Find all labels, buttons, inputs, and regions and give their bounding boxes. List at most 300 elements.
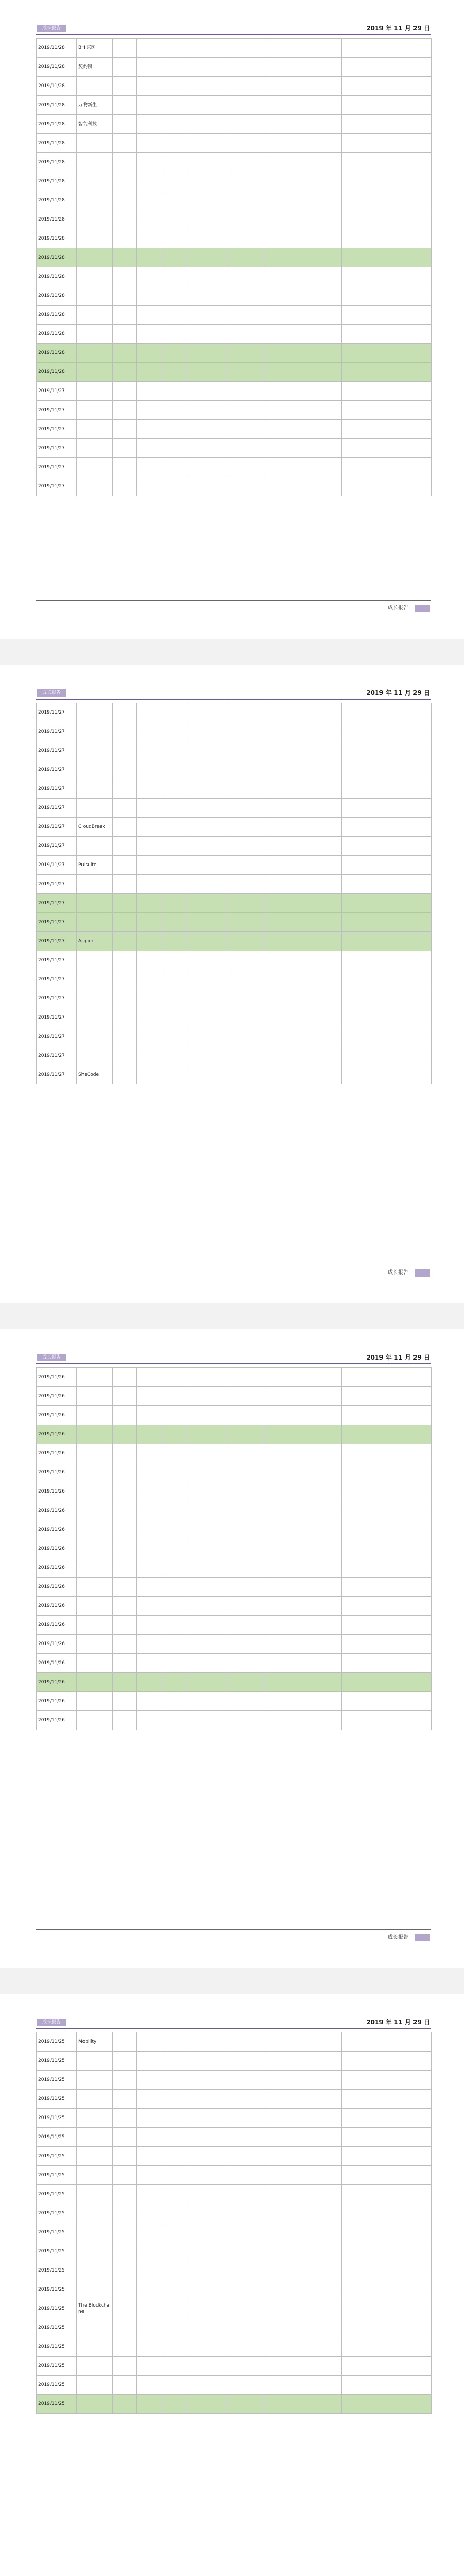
table-cell [113,1558,137,1578]
table-cell [137,1558,162,1578]
table-cell [113,267,137,286]
table-cell [113,2242,137,2261]
table-cell [264,2242,342,2261]
table-cell [113,2357,137,2376]
report-page [0,0,464,639]
table-cell [227,837,264,856]
table-cell [342,970,432,989]
table-cell [77,2090,113,2109]
table-cell [113,1387,137,1406]
table-cell [137,913,162,932]
table-cell [137,458,162,477]
table-cell [227,2128,264,2147]
table-row [37,134,432,153]
table-cell [342,2185,432,2204]
table-cell [113,951,137,970]
table-cell [113,1406,137,1425]
table-cell [113,1635,137,1654]
table-cell [162,248,186,267]
table-cell [264,1539,342,1558]
table-cell [264,760,342,779]
table-cell [227,267,264,286]
table-cell [77,401,113,420]
table-cell [342,248,432,267]
table-cell [137,1425,162,1444]
report-page [0,1994,464,2576]
table-cell [186,1635,227,1654]
table-cell [113,1597,137,1616]
header-date: 2019 年 11 月 29 日 [366,1354,430,1361]
table-cell [77,420,113,439]
table-cell [113,1711,137,1730]
table-row [37,1008,432,1027]
table-cell [77,1539,113,1558]
table-cell [227,2185,264,2204]
table-cell [227,894,264,913]
table-cell [77,1444,113,1463]
table-cell [342,1008,432,1027]
table-cell [227,420,264,439]
table-cell [227,1046,264,1065]
table-cell [342,1692,432,1711]
table-cell [162,2376,186,2395]
table-cell [137,1501,162,1520]
table-cell [77,1692,113,1711]
table-row [37,1578,432,1597]
table-cell [342,2052,432,2071]
table-cell [186,2071,227,2090]
table-row [37,2395,432,2414]
table-cell [227,210,264,229]
table-cell [227,2071,264,2090]
table-cell [227,2052,264,2071]
table-cell: 2019/11/27 [37,401,77,420]
table-cell [342,325,432,344]
table-cell [77,2280,113,2299]
table-cell [186,77,227,96]
table-cell [113,932,137,951]
table-cell [264,172,342,191]
table-cell [342,1539,432,1558]
table-cell [162,439,186,458]
table-cell [186,1673,227,1692]
table-row [37,1635,432,1654]
table-cell [137,229,162,248]
table-row [37,153,432,172]
table-cell [137,210,162,229]
table-cell [162,1046,186,1065]
table-cell [227,2261,264,2280]
table-cell [77,894,113,913]
table-cell: 2019/11/25 [37,2147,77,2166]
table-cell [137,875,162,894]
table-row [37,1368,432,1387]
table-cell [264,1558,342,1578]
table-row [37,1692,432,1711]
table-cell [227,2147,264,2166]
table-row [37,1027,432,1046]
table-cell [113,1692,137,1711]
table-cell [162,2204,186,2223]
table-cell [342,913,432,932]
table-cell [77,2071,113,2090]
table-cell: Pulsuite [77,856,113,875]
table-row [37,1387,432,1406]
table-cell [186,2166,227,2185]
table-cell [227,722,264,741]
table-cell [227,875,264,894]
table-cell [77,248,113,267]
table-cell [113,2052,137,2071]
table-row [37,951,432,970]
table-cell [162,1635,186,1654]
table-cell [162,1368,186,1387]
table-cell [113,2223,137,2242]
table-cell [77,382,113,401]
table-cell [264,1463,342,1482]
table-cell [342,153,432,172]
table-cell [162,191,186,210]
table-cell [264,1406,342,1425]
table-cell [113,134,137,153]
table-cell [162,477,186,496]
table-cell [77,1711,113,1730]
table-cell [342,1027,432,1046]
table-cell [264,2299,342,2318]
table-cell [342,856,432,875]
table-cell: 2019/11/28 [37,286,77,306]
table-cell [264,2261,342,2280]
table-cell [186,779,227,799]
table-cell [113,2280,137,2299]
header-tag: 成长报告 [37,25,66,32]
table-cell [227,1673,264,1692]
table-cell [342,363,432,382]
table-cell: 2019/11/25 [37,2280,77,2299]
table-cell [77,951,113,970]
table-cell [342,1597,432,1616]
table-cell: 2019/11/27 [37,420,77,439]
table-cell [137,951,162,970]
table-cell [227,134,264,153]
funding-table [36,703,432,1084]
table-cell [342,2128,432,2147]
table-cell [186,837,227,856]
table-cell [77,1578,113,1597]
table-cell [227,458,264,477]
table-cell [186,1501,227,1520]
table-cell [137,818,162,837]
table-row [37,2376,432,2395]
table-cell [77,1027,113,1046]
table-cell: 2019/11/25 [37,2242,77,2261]
table-cell [77,2204,113,2223]
table-cell [113,1654,137,1673]
table-cell [162,401,186,420]
table-cell [186,153,227,172]
table-cell [342,1065,432,1084]
table-cell [77,458,113,477]
table-cell [264,2280,342,2299]
table-cell [342,989,432,1008]
table-cell [137,2223,162,2242]
table-cell [113,344,137,363]
table-row [37,2147,432,2166]
table-cell [137,2204,162,2223]
header-tag: 成长报告 [37,2019,66,2026]
table-cell [227,2337,264,2357]
table-cell: 2019/11/26 [37,1444,77,1463]
table-cell [77,741,113,760]
table-cell [77,703,113,722]
table-cell [227,1027,264,1046]
table-cell [137,799,162,818]
table-cell [186,1711,227,1730]
table-cell [162,1597,186,1616]
table-cell [137,1482,162,1501]
table-cell [342,134,432,153]
table-cell [137,2376,162,2395]
table-row [37,2204,432,2223]
table-cell [186,382,227,401]
table-cell [227,439,264,458]
table-cell [342,344,432,363]
table-cell: 2019/11/28 [37,344,77,363]
table-cell [77,1482,113,1501]
table-cell [227,1425,264,1444]
table-cell [77,306,113,325]
table-cell [264,2052,342,2071]
table-cell [113,2337,137,2357]
table-row [37,115,432,134]
table-cell [186,932,227,951]
table-cell: 2019/11/26 [37,1711,77,1730]
table-cell [77,286,113,306]
table-cell [162,1406,186,1425]
table-cell [137,1046,162,1065]
table-cell: 2019/11/27 [37,799,77,818]
report-page [0,665,464,1303]
table-cell [264,2090,342,2109]
table-cell [227,306,264,325]
table-cell [77,1501,113,1520]
table-cell [227,989,264,1008]
table-cell [186,286,227,306]
table-cell [342,2242,432,2261]
table-cell [342,1444,432,1463]
table-cell [77,1597,113,1616]
table-cell: 2019/11/28 [37,96,77,115]
table-cell [186,306,227,325]
table-cell [137,837,162,856]
table-cell [113,1673,137,1692]
table-cell [113,325,137,344]
table-cell [342,2204,432,2223]
table-cell [113,1444,137,1463]
table-cell [162,932,186,951]
table-cell: 2019/11/25 [37,2318,77,2337]
table-cell [264,58,342,77]
table-cell [186,2395,227,2414]
table-cell [137,722,162,741]
table-cell [342,382,432,401]
table-cell: 智能科技 [77,115,113,134]
table-row [37,1501,432,1520]
table-cell: 2019/11/25 [37,2071,77,2090]
table-cell [264,2223,342,2242]
table-row [37,172,432,191]
table-cell [113,2299,137,2318]
table-cell: 2019/11/28 [37,306,77,325]
table-cell [113,2376,137,2395]
table-cell [137,77,162,96]
table-cell [137,2185,162,2204]
table-cell [227,2376,264,2395]
table-cell [264,799,342,818]
table-cell [113,875,137,894]
table-cell [137,2337,162,2357]
table-cell [77,1463,113,1482]
table-row [37,1654,432,1673]
table-cell [227,2395,264,2414]
table-cell [342,2261,432,2280]
table-cell [227,1520,264,1539]
table-cell [113,1425,137,1444]
table-cell [113,363,137,382]
table-row [37,1558,432,1578]
report-page [0,1329,464,1968]
table-cell [264,970,342,989]
table-cell [162,722,186,741]
table-cell [186,2337,227,2357]
table-cell [186,115,227,134]
table-cell [186,1578,227,1597]
table-cell [113,1501,137,1520]
table-row [37,2090,432,2109]
table-row [37,1673,432,1692]
table-cell [342,2376,432,2395]
table-cell [137,1065,162,1084]
table-cell: 2019/11/27 [37,382,77,401]
table-cell [342,1673,432,1692]
table-cell [113,2185,137,2204]
table-cell [162,989,186,1008]
table-cell [162,420,186,439]
table-cell [227,741,264,760]
table-cell [77,1673,113,1692]
table-cell [186,875,227,894]
table-row [37,2052,432,2071]
table-cell [186,970,227,989]
table-cell: 2019/11/25 [37,2185,77,2204]
table-cell [77,325,113,344]
table-cell [186,2376,227,2395]
table-cell [137,1616,162,1635]
table-cell [186,267,227,286]
table-cell [77,2166,113,2185]
table-cell: 2019/11/28 [37,153,77,172]
table-cell [186,951,227,970]
table-cell [342,115,432,134]
table-cell [77,2337,113,2357]
table-cell [264,875,342,894]
table-cell [137,2395,162,2414]
table-cell [77,2395,113,2414]
table-cell [137,306,162,325]
table-cell [227,39,264,58]
table-row [37,1539,432,1558]
table-cell [264,363,342,382]
table-cell [113,799,137,818]
table-cell: 2019/11/27 [37,703,77,722]
table-cell [186,477,227,496]
table-cell [264,1027,342,1046]
footer-tag: 成长报告 [388,1935,408,1940]
table-cell: 2019/11/27 [37,741,77,760]
table-cell [186,134,227,153]
table-cell [137,1387,162,1406]
table-cell [264,248,342,267]
table-cell [227,799,264,818]
table-cell [113,77,137,96]
table-cell [342,1654,432,1673]
table-cell [227,2223,264,2242]
table-cell [264,210,342,229]
table-cell [77,191,113,210]
table-cell [77,1368,113,1387]
table-cell [342,1578,432,1597]
table-cell: 2019/11/28 [37,77,77,96]
table-cell: 2019/11/26 [37,1635,77,1654]
table-cell [162,1578,186,1597]
table-cell [137,2166,162,2185]
table-cell: 2019/11/26 [37,1463,77,1482]
table-cell [113,703,137,722]
table-cell [186,2223,227,2242]
table-cell [113,760,137,779]
table-cell [186,1444,227,1463]
table-cell [264,77,342,96]
table-cell [342,837,432,856]
table-cell [264,2357,342,2376]
table-cell [77,2357,113,2376]
table-cell [162,2185,186,2204]
table-cell: Appier [77,932,113,951]
table-cell: 2019/11/25 [37,2337,77,2357]
table-cell [264,306,342,325]
table-cell [264,2395,342,2414]
table-cell: 2019/11/26 [37,1425,77,1444]
table-cell [162,306,186,325]
table-row [37,382,432,401]
table-cell [227,2318,264,2337]
table-cell [162,1482,186,1501]
table-cell [264,951,342,970]
table-cell [137,286,162,306]
table-cell [137,2357,162,2376]
table-cell [227,77,264,96]
table-cell [162,856,186,875]
table-cell [227,1616,264,1635]
table-row [37,2223,432,2242]
table-cell [137,1368,162,1387]
table-cell [342,1368,432,1387]
table-cell [137,1654,162,1673]
header-divider [36,34,431,35]
table-cell [137,2090,162,2109]
table-cell: 2019/11/26 [37,1616,77,1635]
table-cell [264,344,342,363]
